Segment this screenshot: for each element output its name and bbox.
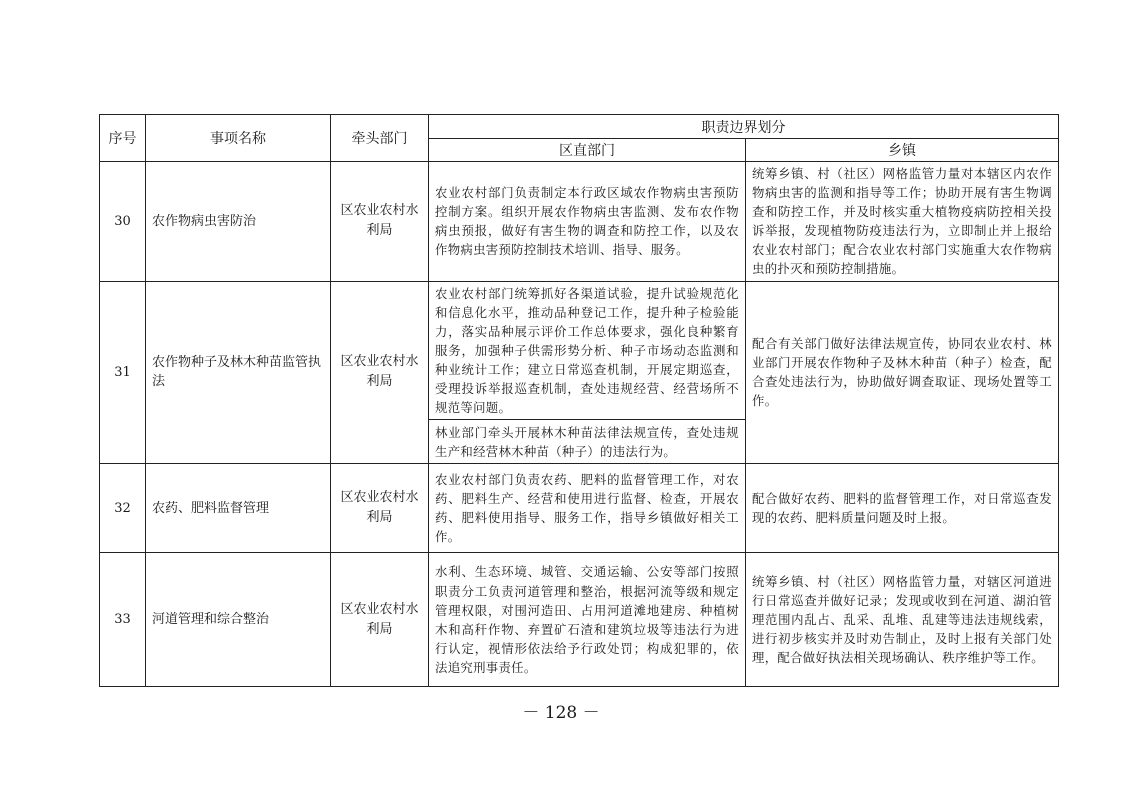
table-row xyxy=(100,464,1059,553)
row-number: 30 xyxy=(100,162,146,282)
district-duty: 农业农村部门统筹抓好各渠道试验，提升试验规范化和信息化水平，推动品种登记工作，提升种子检验能力，落实品种展示评价工作总体要求，强化良种繁育服务，加强种子供需形势分析、种子市场动态监测和种业统计工作；建立日常巡查机制，开展定期巡查，受理投诉举报巡查机制，查处违规经营、经营场所不规范等问题。 xyxy=(429,281,746,420)
table-row xyxy=(100,553,1059,687)
header-serial-number: 序号 xyxy=(100,115,146,162)
district-duty: 水利、生态环境、城管、交通运输、公安等部门按照职责分工负责河道管理和整治，根据河流等级和规定管理权限，对围河造田、占用河道滩地建房、种植树木和高秆作物、弃置矿石渣和建筑垃圾等违法行为进行认定，视情形依法给予行政处罚；构成犯罪的，依法追究刑事责任。 xyxy=(429,553,746,687)
lead-department: 区农业农村水利局 xyxy=(331,281,429,464)
table-row xyxy=(100,281,1059,420)
lead-department: 区农业农村水利局 xyxy=(331,553,429,687)
town-duty: 统筹乡镇、村（社区）网格监管力量对本辖区内农作物病虫害的监测和指导等工作；协助开展有害生物调查和防控工作，并及时核实重大植物疫病防控相关投诉举报，发现植物防疫违法行为，立即制止并上报给农业农村部门；配合农业农村部门实施重大农作物病虫的扑灭和预防控制措施。 xyxy=(746,162,1059,282)
district-duty: 农业农村部门负责制定本行政区域农作物病虫害预防控制方案。组织开展农作物病虫害监测、发布农作物病虫预报，做好有害生物的调查和防控工作，以及农作物病虫害预防控制技术培训、指导、服务。 xyxy=(429,162,746,282)
header-townships: 乡镇 xyxy=(746,139,1059,162)
row-number: 32 xyxy=(100,464,146,553)
lead-department: 区农业农村水利局 xyxy=(331,162,429,282)
lead-department: 区农业农村水利局 xyxy=(331,464,429,553)
item-name: 农作物病虫害防治 xyxy=(146,162,331,282)
duty-boundary-table xyxy=(99,114,1059,687)
item-name: 河道管理和综合整治 xyxy=(146,553,331,687)
row-number: 31 xyxy=(100,281,146,464)
district-duty: 林业部门牵头开展林木种苗法律法规宣传，查处违规生产和经营林木种苗（种子）的违法行为。 xyxy=(429,420,746,464)
town-duty: 配合有关部门做好法律法规宣传，协同农业农村、林业部门开展农作物种子及林木种苗（种子）检查，配合查处违法行为，协助做好调查取证、现场处置等工作。 xyxy=(746,281,1059,464)
town-duty: 统筹乡镇、村（社区）网格监管力量，对辖区河道进行日常巡查并做好记录；发现或收到在河道、湖泊管理范围内乱占、乱采、乱堆、乱建等违法违规线索，进行初步核实并及时劝告制止，及时上报有关部门处理，配合做好执法相关现场确认、秩序维护等工作。 xyxy=(746,553,1059,687)
table-row xyxy=(100,162,1059,282)
item-name: 农药、肥料监督管理 xyxy=(146,464,331,553)
page-number: － 128 － xyxy=(522,703,600,723)
row-number: 33 xyxy=(100,553,146,687)
item-name: 农作物种子及林木种苗监管执法 xyxy=(146,281,331,464)
header-district-departments: 区直部门 xyxy=(429,139,746,162)
district-duty: 农业农村部门负责农药、肥料的监督管理工作，对农药、肥料生产、经营和使用进行监督、检查，开展农药、肥料使用指导、服务工作，指导乡镇做好相关工作。 xyxy=(429,464,746,553)
header-item-name: 事项名称 xyxy=(146,115,331,162)
header-lead-department: 牵头部门 xyxy=(331,115,429,162)
town-duty: 配合做好农药、肥料的监督管理工作，对日常巡查发现的农药、肥料质量问题及时上报。 xyxy=(746,464,1059,553)
header-duty-division: 职责边界划分 xyxy=(429,115,1059,139)
